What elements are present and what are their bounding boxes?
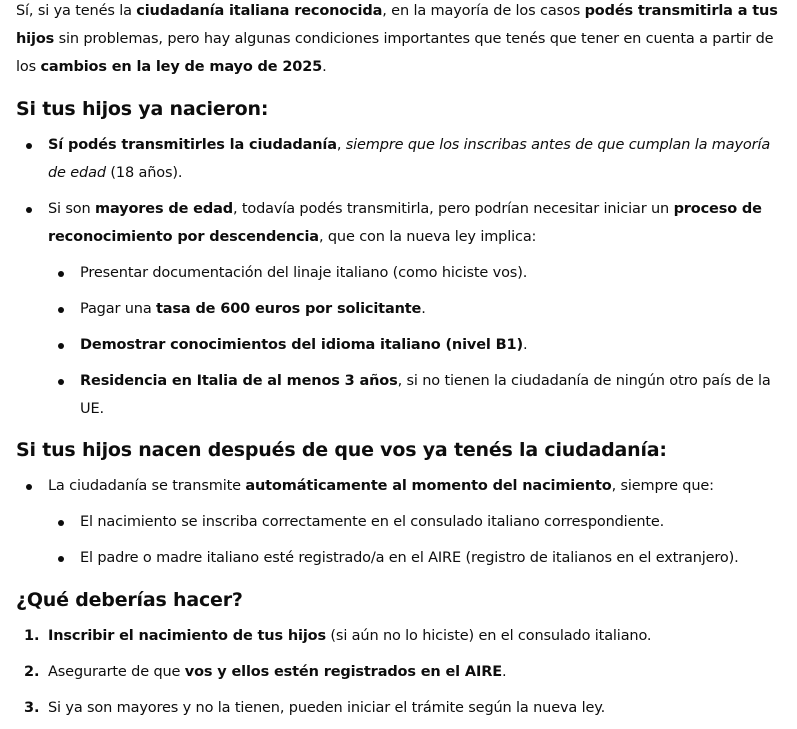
sub-list-item: El padre o madre italiano esté registrado/a en el AIRE (registro de italianos en el extranjero).	[16, 544, 789, 572]
sub-list-item: Residencia en Italia de al menos 3 años, si no tienen la ciudadanía de ningún otro país de la UE.	[16, 367, 789, 423]
future-children-list	[16, 472, 789, 572]
sub-list-item: Presentar documentación del linaje italiano (como hiciste vos).	[16, 259, 789, 287]
step-number: 1.	[24, 628, 40, 644]
step-item: 1. Inscribir el nacimiento de tus hijos (si aún no lo hiciste) en el consulado italiano.	[16, 622, 789, 650]
intro-paragraph: Sí, si ya tenés la ciudadanía italiana reconocida, en la mayoría de los casos podés transmitirla a tus hijos sin problemas, pero hay algunas condiciones importantes que tenés que tener en cuenta a partir de los cambios en la ley de mayo de 2025.	[16, 3, 778, 75]
bullet-dot-icon	[58, 556, 64, 562]
bullet-dot-icon	[58, 520, 64, 526]
bullet-dot-icon	[58, 307, 64, 313]
steps-list	[16, 622, 789, 722]
bullet-dot-icon	[58, 271, 64, 277]
step-number: 3.	[24, 700, 40, 716]
section-heading-what-to-do: ¿Qué deberías hacer?	[16, 589, 243, 611]
bullet-dot-icon	[58, 379, 64, 385]
step-number: 2.	[24, 664, 40, 680]
list-item: Si son mayores de edad, todavía podés transmitirla, pero podrían necesitar iniciar un proceso de reconocimiento por descendencia, que con la nueva ley implica:	[16, 195, 789, 251]
bullet-dot-icon	[58, 343, 64, 349]
sub-list-item: Demostrar conocimientos del idioma italiano (nivel B1).	[16, 331, 789, 359]
bullet-dot-icon	[26, 143, 32, 149]
step-item: 3. Si ya son mayores y no la tienen, pueden iniciar el trámite según la nueva ley.	[16, 694, 789, 722]
list-item: Sí podés transmitirles la ciudadanía, siempre que los inscribas antes de que cumplan la mayoría de edad (18 años).	[16, 131, 789, 187]
sub-list-item: El nacimiento se inscriba correctamente en el consulado italiano correspondiente.	[16, 508, 789, 536]
section-heading-born: Si tus hijos ya nacieron:	[16, 98, 269, 120]
bullet-dot-icon	[26, 207, 32, 213]
step-item: 2. Asegurarte de que vos y ellos estén registrados en el AIRE.	[16, 658, 789, 686]
section-heading-future: Si tus hijos nacen después de que vos ya tenés la ciudadanía:	[16, 439, 667, 461]
list-item: La ciudadanía se transmite automáticamente al momento del nacimiento, siempre que:	[16, 472, 789, 500]
born-children-list	[16, 131, 789, 423]
sub-list-item: Pagar una tasa de 600 euros por solicitante.	[16, 295, 789, 323]
bullet-dot-icon	[26, 484, 32, 490]
